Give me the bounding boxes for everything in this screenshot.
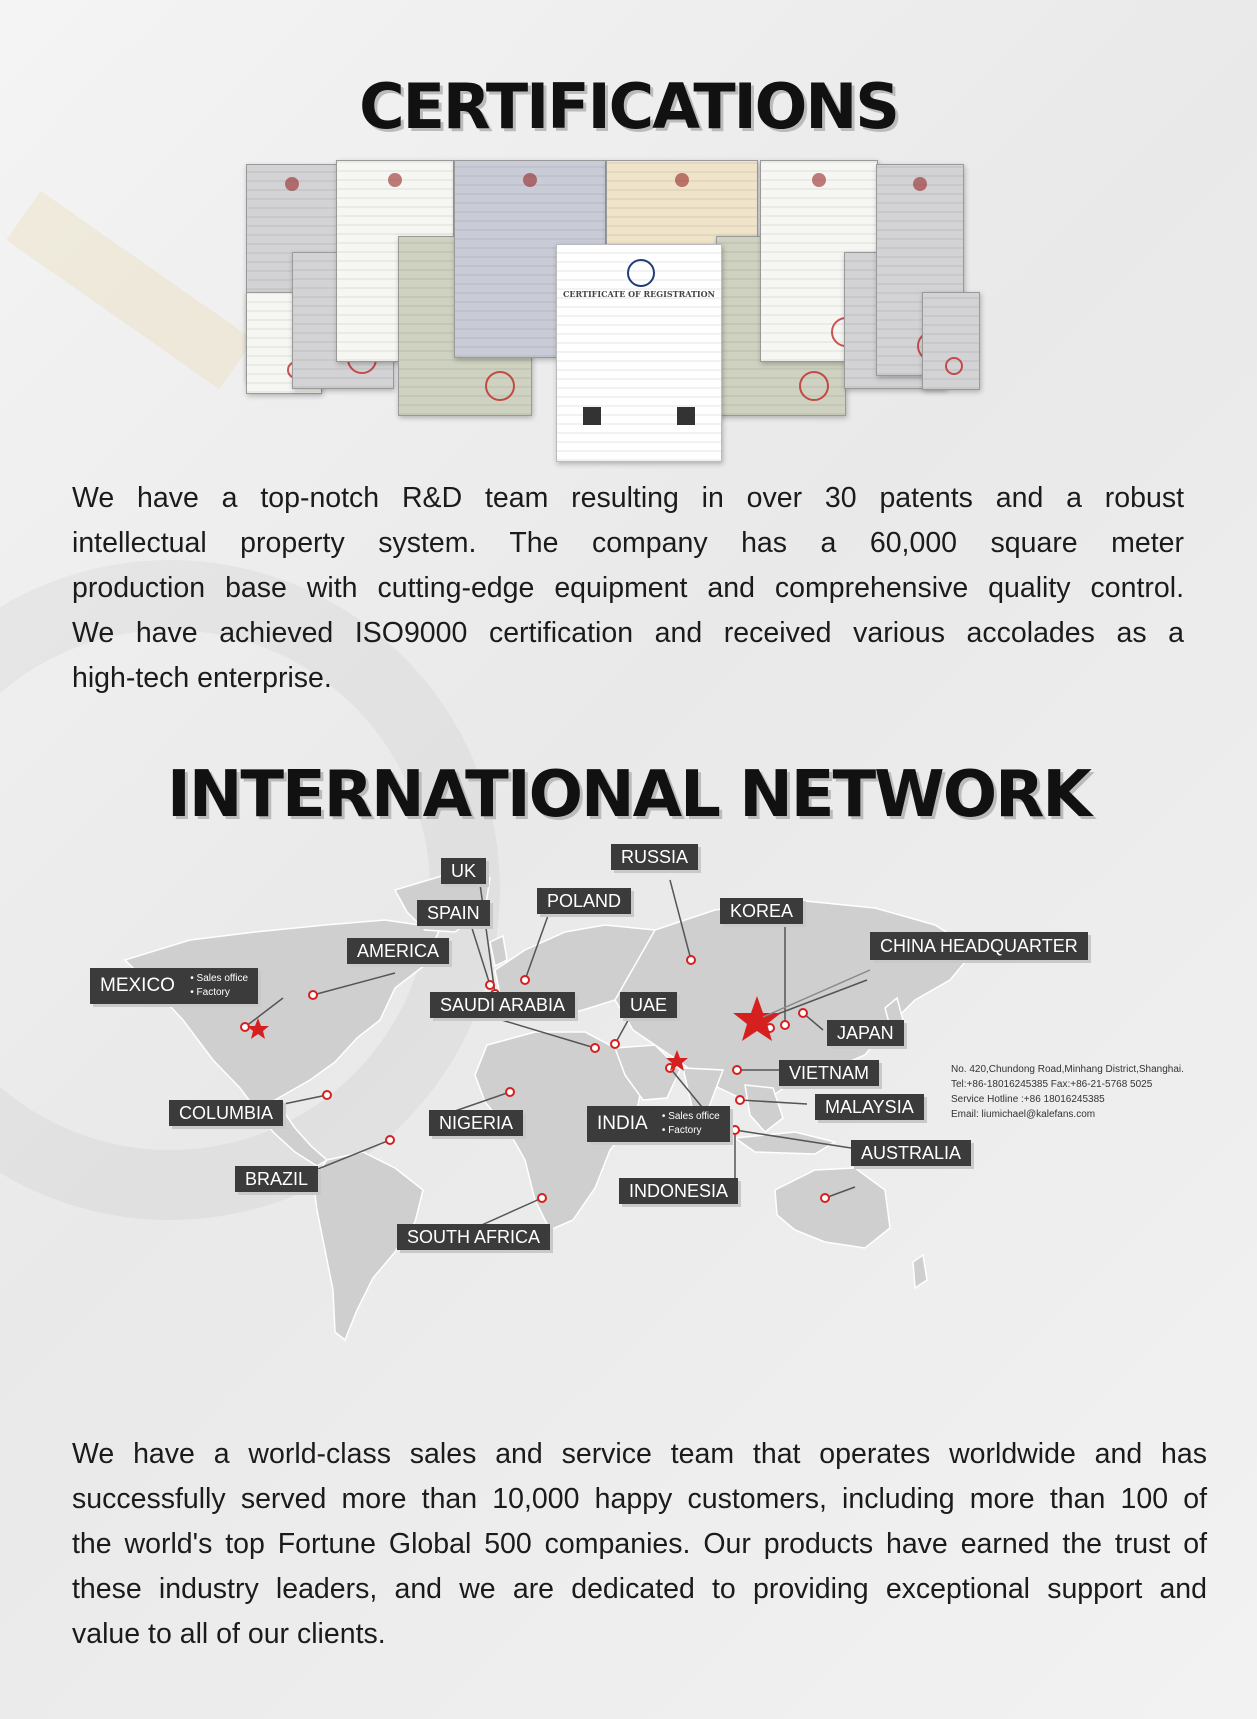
qr-code-icon bbox=[677, 407, 695, 425]
hq-address: No. 420,Chundong Road,Minhang District,Shanghai. bbox=[951, 1064, 1184, 1075]
certifications-paragraph bbox=[72, 476, 1184, 701]
label-america: AMERICA bbox=[347, 938, 449, 964]
label-uk: UK bbox=[441, 858, 486, 884]
mexico-name: MEXICO bbox=[100, 975, 175, 996]
hq-phone: Tel:+86-18016245385 Fax:+86-21-5768 5025 bbox=[951, 1079, 1153, 1090]
bullet-icon: • bbox=[190, 972, 194, 984]
paragraph-line: intellectual property system. The company has a 60,000 square meter bbox=[72, 527, 1184, 559]
label-spain: SPAIN bbox=[417, 900, 490, 926]
label-uae: UAE bbox=[620, 992, 677, 1018]
uk-shape bbox=[490, 936, 507, 966]
india-legend: • Sales office • Factory bbox=[661, 1110, 720, 1136]
india-name: INDIA bbox=[597, 1113, 647, 1134]
paragraph-line: We have a top-notch R&D team resulting in over 30 patents and a robust bbox=[72, 482, 1184, 514]
international-network-heading: INTERNATIONAL NETWORK bbox=[167, 758, 1090, 832]
paragraph-line: the world's top Fortune Global 500 companies. Our products have earned the trust of bbox=[72, 1528, 1207, 1560]
certificate-logo-icon bbox=[627, 259, 655, 287]
paragraph-line: high-tech enterprise. bbox=[72, 662, 332, 694]
label-poland: POLAND bbox=[537, 888, 631, 914]
network-paragraph bbox=[72, 1432, 1207, 1657]
bullet-icon: • bbox=[190, 986, 194, 998]
paragraph-line: these industry leaders, and we are dedicated to providing exceptional support and bbox=[72, 1573, 1207, 1605]
label-brazil: BRAZIL bbox=[235, 1166, 318, 1192]
hq-contact-info bbox=[951, 1062, 1184, 1122]
label-mexico bbox=[90, 968, 258, 1004]
label-nigeria: NIGERIA bbox=[429, 1110, 523, 1136]
certifications-heading: CERTIFICATIONS bbox=[359, 70, 898, 143]
mexico-legend: • Sales office • Factory bbox=[190, 972, 249, 998]
background-stripe bbox=[6, 191, 253, 389]
label-australia: AUSTRALIA bbox=[851, 1140, 971, 1166]
label-korea: KOREA bbox=[720, 898, 803, 924]
certificate-of-registration: CERTIFICATE OF REGISTRATION bbox=[556, 244, 722, 462]
world-map bbox=[95, 847, 1205, 1410]
paragraph-line: production base with cutting-edge equipment and comprehensive quality control. bbox=[72, 572, 1184, 604]
certificates-collage bbox=[246, 160, 1036, 465]
label-indonesia: INDONESIA bbox=[619, 1178, 738, 1204]
qr-code-icon bbox=[583, 407, 601, 425]
label-india bbox=[587, 1106, 730, 1142]
paragraph-line: value to all of our clients. bbox=[72, 1618, 386, 1650]
certificate-image bbox=[922, 292, 980, 390]
hq-hotline: Service Hotline :+86 18016245385 bbox=[951, 1094, 1105, 1105]
bullet-icon: • bbox=[661, 1124, 666, 1136]
paragraph-line: successfully served more than 10,000 happy customers, including more than 100 of bbox=[72, 1483, 1207, 1515]
new-zealand-shape bbox=[913, 1255, 927, 1288]
label-saudi-arabia: SAUDI ARABIA bbox=[430, 992, 575, 1018]
label-south-africa: SOUTH AFRICA bbox=[397, 1224, 550, 1250]
australia-shape bbox=[775, 1168, 890, 1248]
label-columbia: COLUMBIA bbox=[169, 1100, 283, 1126]
paragraph-line: We have a world-class sales and service team that operates worldwide and has bbox=[72, 1438, 1207, 1470]
paragraph-line: We have achieved ISO9000 certification and received various accolades as a bbox=[72, 617, 1184, 649]
hq-email: Email: liumichael@kalefans.com bbox=[951, 1109, 1096, 1120]
label-china-headquarter: CHINA HEADQUARTER bbox=[870, 932, 1088, 960]
label-russia: RUSSIA bbox=[611, 844, 698, 870]
label-vietnam: VIETNAM bbox=[779, 1060, 879, 1086]
label-japan: JAPAN bbox=[827, 1020, 904, 1046]
bullet-icon: • bbox=[661, 1110, 666, 1122]
label-malaysia: MALAYSIA bbox=[815, 1094, 924, 1120]
